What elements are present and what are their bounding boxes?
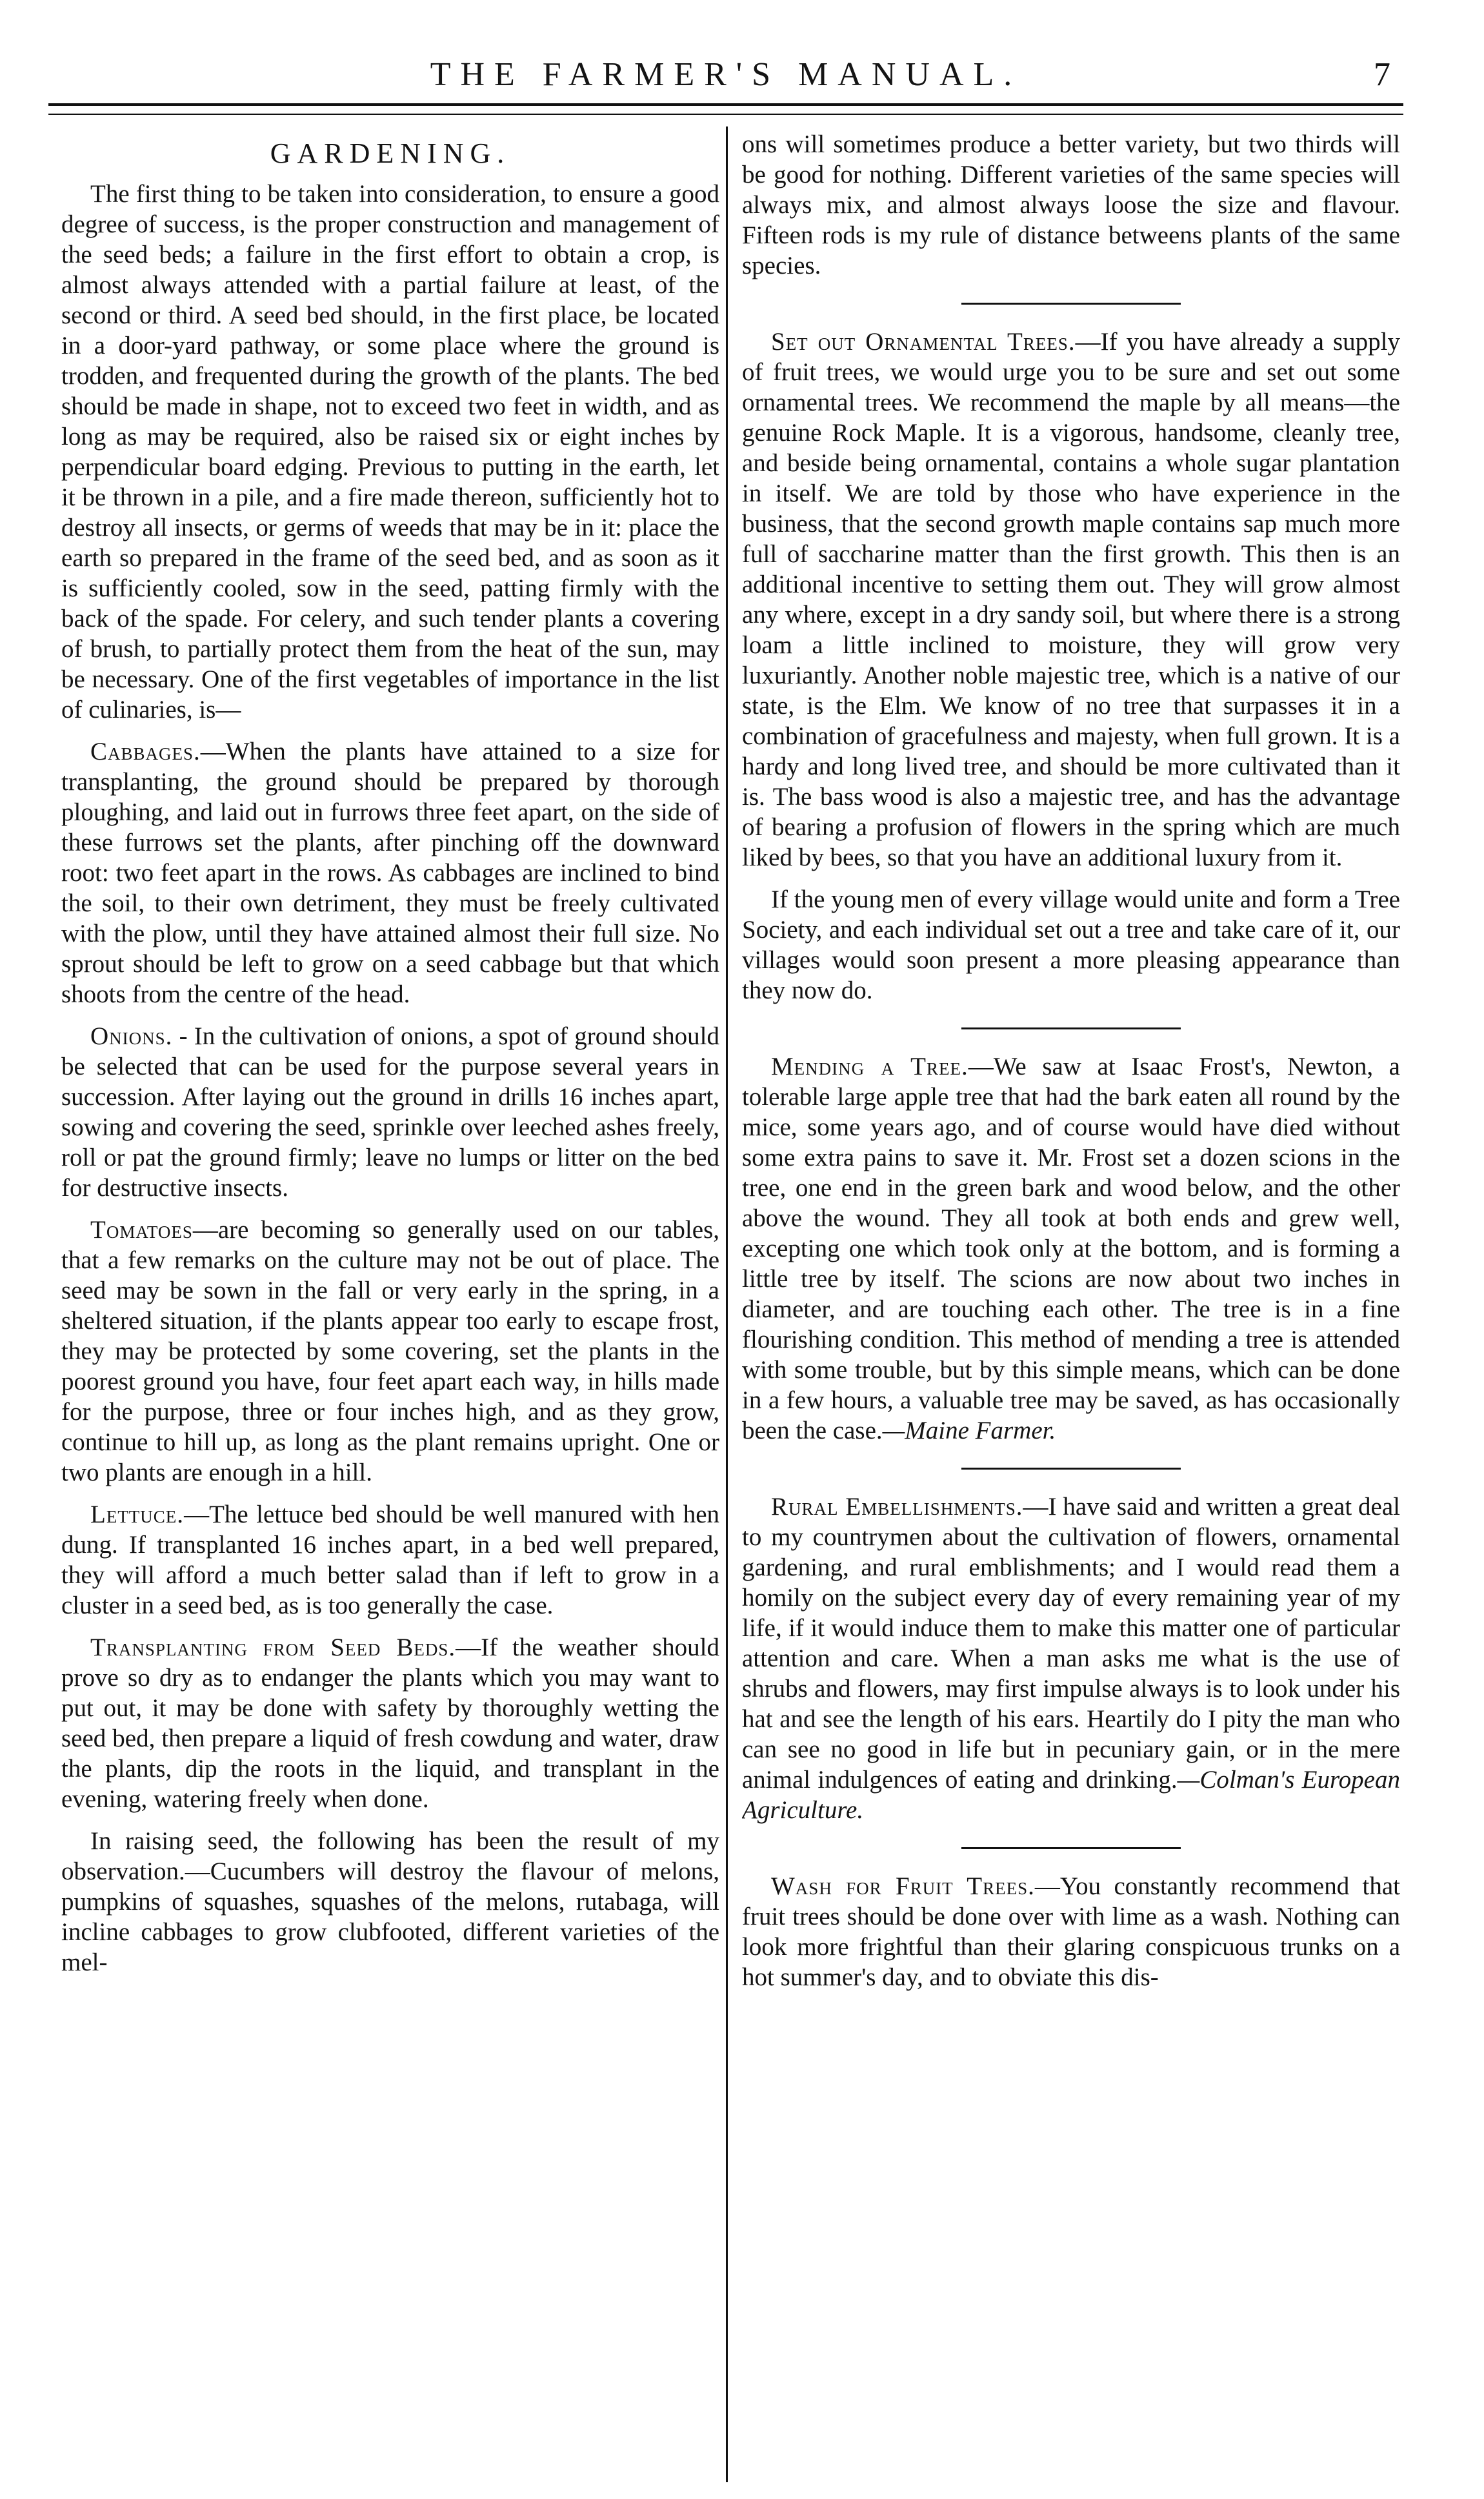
header-rule-upper [48, 103, 1403, 106]
section-heading: GARDENING. [270, 137, 511, 169]
tomatoes-paragraph [61, 1215, 719, 1488]
transplanting-paragraph [61, 1632, 719, 1814]
cabbages-paragraph [61, 736, 719, 1009]
running-title: THE FARMER'S MANUAL. [430, 56, 1022, 93]
intro-text: The first thing to be taken into consideration, to ensure a good degree of success, is the proper construction and management of the seed beds; a failure in the first effort to obtain a crop, is almost always attended with a partial failure at least, of the second or third. A seed bed should, in the first place, be located in a door-yard pathway, or some place where the ground is trodden, and frequented during the growth of the plants. The bed should be made in shape, not to exceed two feet in width, and as long as may be required, also be raised six or eight inches by perpendicular board edging. Previous to putting in the earth, let it be thrown in a pile, and a fire made thereon, sufficiently hot to destroy all insects, or germs of weeds that may be in it: place the earth so prepared in the frame of the seed bed, and as soon as it is sufficiently cooled, sow in the seed, patting firmly with the back of the spade. For celery, and such tender plants a covering of brush, to partially protect them from the heat of the sun, may be necessary. One of the first vegetables of importance in the list of culinaries, is— [61, 180, 719, 723]
header-rule-lower [48, 114, 1403, 115]
mending-paragraph [742, 1051, 1400, 1446]
article-separator [961, 1027, 1181, 1029]
wash-text: —You constantly recommend that fruit trees should be done over with lime as a wash. Nothing can look more frightful than their glaring conspicuous trunks on a hot summer's day, and to obviate this dis- [742, 1872, 1400, 1991]
seed-text: In raising seed, the following has been the result of my observation.—Cucumbers will destroy the flavour of melons, pumpkins of squashes, squashes of the melons, rutabaga, will incline cabbages to grow clubfooted, different varieties of the mel- [61, 1827, 719, 1976]
article-separator [961, 1847, 1181, 1849]
rural-lead: Rural Embellishments. [771, 1493, 1023, 1521]
rural-paragraph [742, 1492, 1400, 1825]
mending-lead: Mending a Tree. [771, 1053, 968, 1080]
transplanting-lead: Transplanting from Seed Beds. [90, 1634, 456, 1661]
tomatoes-text: —are becoming so generally used on our tables, that a few remarks on the culture may not be out of place. The seed may be sown in the fall or very early in the spring, in a sheltered situation, if the plants appear too early to escape frost, they may be protected by some covering, set the plants in the poorest ground you have, four feet apart each way, in hills made for the purpose, three or four inches high, and as they grow, continue to hill up, as long as the plant remains upright. One or two plants are enough in a hill. [61, 1216, 719, 1486]
onions-text: - In the cultivation of onions, a spot of ground should be selected that can be used for the purpose several years in succession. After laying out the ground in drills 16 inches apart, sowing and covering the seed, sprinkle over leeched ashes freely, roll or pat the ground firmly; leave no lumps or litter on the bed for destructive insects. [61, 1022, 719, 1202]
wash-lead: Wash for Fruit Trees. [771, 1872, 1035, 1900]
tomatoes-lead: Tomatoes [90, 1216, 193, 1244]
seed-paragraph [61, 1826, 719, 1978]
wash-paragraph [742, 1871, 1400, 1992]
article-separator [961, 1468, 1181, 1470]
lettuce-lead: Lettuce. [90, 1501, 185, 1528]
ornamental-text: —If you have already a supply of fruit trees, we would urge you to be sure and set out some ornamental trees. We recommend the maple by all means—the genuine Rock Maple. It is a vigorous, handsome, cleanly tree, and beside being ornamental, contains a whole sugar plantation in itself. We are told by those who have experience in the business, that the second growth maple contains sap much more full of saccharine matter than the first growth. This then is an additional incentive to setting them out. They will grow almost any where, except in a dry sandy soil, but where there is a strong loam a little inclined to moisture, they will grow very luxuriantly. Another noble majestic tree, which is a native of our state, is the Elm. We know of no tree that surpasses it in a combination of gracefulness and majesty, when full grown. It is a hardy and long lived tree, and should be more cultivated than it is. The bass wood is also a majestic tree, and has the advantage of bearing a profusion of flowers in the spring which are much liked by bees, so that you have an additional luxury from it. [742, 328, 1400, 871]
onions-paragraph [61, 1021, 719, 1203]
ornamental-lead: Set out Ornamental Trees. [771, 328, 1076, 356]
page-number: 7 [1374, 56, 1390, 93]
mending-text: —We saw at Isaac Frost's, Newton, a tolerable large apple tree that had the bark eaten all round by the mice, some years ago, and of course would have died without some extra pains to save it. Mr. Frost set a dozen scions in the tree, one end in the green bark and wood below, and the other above the wound. They all took at both ends and grew well, excepting one which took only at the bottom, and is forming a little tree by itself. The scions are now about two inches in diameter, and are touching each other. The tree is in a fine flourishing condition. This method of mending a tree is attended with some trouble, but by this simple means, which can be done in a few hours, a valuable tree may be saved, as has occasionally been the case. [742, 1053, 1400, 1444]
lettuce-paragraph [61, 1499, 719, 1621]
running-header [48, 50, 1403, 102]
continuation-paragraph [742, 129, 1400, 281]
right-column [742, 129, 1400, 2485]
lettuce-text: —The lettuce bed should be well manured with hen dung. If transplanted 16 inches apart, in a bed well prepared, they will afford a much better salad than if left to grow in a cluster in a seed bed, as is too generally the case. [61, 1501, 719, 1619]
left-column [61, 129, 719, 2485]
society-paragraph [742, 884, 1400, 1006]
society-text: If the young men of every village would unite and form a Tree Society, and each individual set out a tree and take care of it, our villages would soon present a more pleasing appearance than they now do. [742, 885, 1400, 1004]
rural-source: —Colman's European Agriculture. [742, 1766, 1400, 1824]
mending-source: —Maine Farmer. [882, 1417, 1056, 1444]
rural-text: —I have said and written a great deal to my countrymen about the cultivation of flowers, ornamental gardening, and rural emblishments; and I would read them a homily on the subject every day of every remaining year of my life, if it would induce them to make this matter one of particular attention and care. When a man asks me what is the use of shrubs and flowers, may first impulse always is to look under his hat and see the length of his ears. Heartily do I pity the man who can see no good in life but in pecuniary gain, or in the mere animal indulgences of eating and drinking. [742, 1493, 1400, 1794]
intro-paragraph [61, 179, 719, 725]
onions-lead: Onions. [90, 1022, 173, 1050]
cabbages-text: —When the plants have attained to a size for transplanting, the ground should be prepared by thorough ploughing, and laid out in furrows three feet apart, on the side of these furrows set the plants, after pinching off the downward root: two feet apart in the rows. As cabbages are inclined to bind the soil, to their own detriment, they must be freely cultivated with the plow, until they have attained almost their full size. No sprout should be left to grow on a seed cabbage but that which shoots from the centre of the head. [61, 738, 719, 1008]
cabbages-lead: Cabbages. [90, 738, 201, 765]
column-divider [726, 126, 728, 2482]
continuation-text: ons will sometimes produce a better variety, but two thirds will be good for nothing. Different varieties of the same species will always mix, and almost always loose the size and flavour. Fifteen rods is my rule of distance betweens plants of the same species. [742, 130, 1400, 279]
transplanting-text: —If the weather should prove so dry as to endanger the plants which you may want to put out, it may be done with safety by thoroughly wetting the seed bed, then prepare a liquid of fresh cowdung and water, draw the plants, dip the roots in the liquid, and transplant in the evening, watering freely when done. [61, 1634, 719, 1813]
ornamental-paragraph [742, 327, 1400, 873]
article-separator [961, 303, 1181, 305]
